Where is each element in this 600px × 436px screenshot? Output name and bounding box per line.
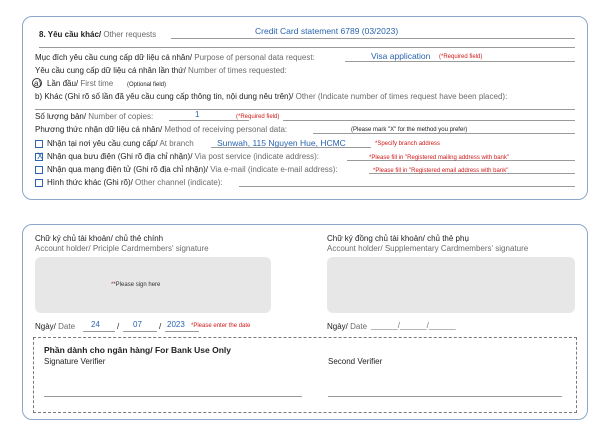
- purpose-underline: [345, 61, 575, 62]
- method-underline: [313, 133, 575, 134]
- other-channel-checkbox[interactable]: [35, 179, 43, 187]
- supplementary-date-field[interactable]: ______/______/______: [371, 321, 456, 330]
- other-times-option[interactable]: b) Khác (Ghi rõ số lần đã yêu cầu cung cấp thông tin, nội dung nêu trên)/ Other (Indicate number of times request have been placed):: [35, 92, 508, 101]
- primary-signature-title: Chữ ký chủ tài khoản/ chủ thẻ chính: [35, 234, 164, 243]
- other-requests-underline: [171, 38, 575, 39]
- date-day-underline: [83, 331, 115, 332]
- email-option-label: Nhận qua mạng điện tử (Ghi rõ địa chỉ nhận)/ Via e-mail (indicate e-mail address):: [47, 165, 338, 174]
- post-check-mark: X: [36, 151, 43, 161]
- method-label: Phương thức nhận dữ liệu cá nhân/ Method of receiving personal data:: [35, 125, 288, 134]
- section-8-heading: 8. Yêu cầu khác/ Other requests: [39, 30, 157, 39]
- email-checkbox[interactable]: [35, 166, 43, 174]
- second-verifier-label: Second Verifier: [328, 357, 383, 366]
- signature-panel: [22, 224, 588, 420]
- post-checkbox[interactable]: [35, 153, 43, 161]
- primary-date-label: Ngày/ Date: [35, 322, 76, 331]
- purpose-required-note: (*Required field): [439, 54, 483, 60]
- date-year-field[interactable]: 2023: [167, 320, 185, 329]
- copies-underline: [169, 120, 249, 121]
- post-note: *Please fill in "Registered mailing address with bank": [369, 155, 509, 161]
- date-required-note: *Please enter the date: [191, 323, 251, 329]
- email-note: *Please fill in "Registered email address with bank": [373, 168, 509, 174]
- other-channel-label: Hình thức khác (Ghi rõ)/ Other channel (indicate):: [47, 178, 223, 187]
- branch-address-field[interactable]: Sunwah, 115 Nguyen Hue, HCMC: [217, 138, 346, 148]
- post-option-label: Nhận qua bưu điện (Ghi rõ địa chỉ nhận)/ Via post service (indicate address):: [47, 152, 320, 161]
- other-times-underline[interactable]: [35, 109, 575, 110]
- second-verifier-line[interactable]: [328, 396, 562, 397]
- copies-required-note: (*Required field): [236, 114, 280, 120]
- date-month-field[interactable]: 07: [133, 320, 142, 329]
- copies-label: Số lượng bản/ Number of copies:: [35, 112, 154, 121]
- date-day-field[interactable]: 24: [91, 320, 100, 329]
- date-year-underline: [165, 331, 199, 332]
- copies-trailing-line: [283, 120, 575, 121]
- date-separator-2: /: [159, 322, 162, 331]
- branch-checkbox[interactable]: [35, 140, 43, 148]
- first-time-marker: a): [34, 79, 42, 88]
- purpose-field[interactable]: Visa application: [371, 51, 431, 61]
- other-channel-field[interactable]: [239, 186, 575, 187]
- method-note: (Please mark "X" for the method you prefer): [351, 127, 468, 133]
- other-requests-panel: [22, 16, 588, 200]
- branch-option-label: Nhận tại nơi yêu cầu cung cấp/ At branch: [47, 139, 194, 148]
- date-month-underline: [123, 331, 157, 332]
- sign-here-prompt: **Please sign here: [111, 282, 161, 288]
- first-time-option[interactable]: Lần đầu/ First time: [47, 79, 114, 88]
- primary-signature-subtitle: Account holder/ Priciple Cardmembers' signature: [35, 244, 209, 253]
- signature-verifier-line[interactable]: [44, 396, 302, 397]
- supplementary-date-label: Ngày/ Date: [327, 322, 368, 331]
- primary-signature-box[interactable]: [35, 257, 271, 313]
- times-requested-label: Yêu cầu cung cấp dữ liệu cá nhân lần thứ/ Number of times requested:: [35, 66, 287, 75]
- purpose-label: Mục đích yêu cầu cung cấp dữ liệu cá nhân/ Purpose of personal data request:: [35, 53, 315, 62]
- copies-field[interactable]: 1: [195, 110, 200, 119]
- branch-note: *Specify branch address: [375, 141, 441, 147]
- other-requests-value[interactable]: Credit Card statement 6789 (03/2023): [255, 26, 399, 36]
- bank-use-title: Phần dành cho ngân hàng/ For Bank Use Only: [44, 345, 232, 355]
- supplementary-signature-title: Chữ ký đồng chủ tài khoản/ chủ thẻ phụ: [327, 234, 469, 243]
- date-separator-1: /: [117, 322, 120, 331]
- heading-divider: [39, 47, 575, 48]
- signature-verifier-label: Signature Verifier: [44, 357, 106, 366]
- bank-use-section: [33, 337, 577, 413]
- first-time-optional-note: (Optional field): [127, 82, 167, 88]
- supplementary-signature-box[interactable]: [327, 257, 575, 313]
- supplementary-signature-subtitle: Account holder/ Supplementary Cardmembers' signature: [327, 244, 529, 253]
